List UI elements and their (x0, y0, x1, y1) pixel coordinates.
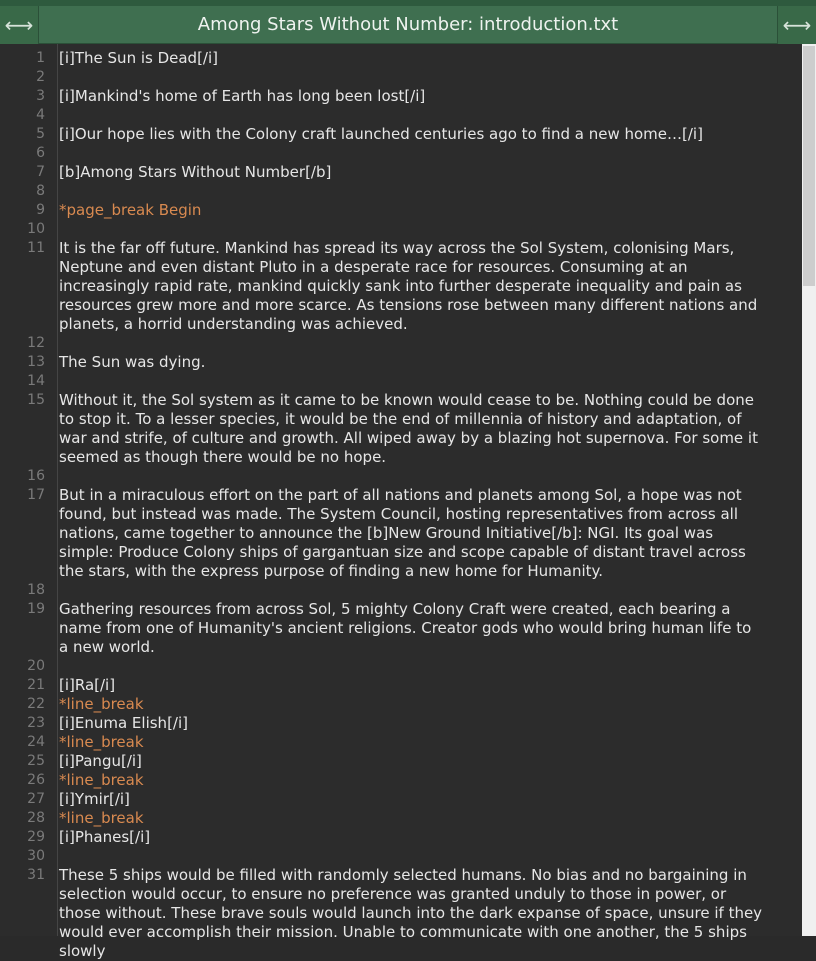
line-number: 13 (27, 354, 45, 370)
editor-line[interactable] (0, 372, 802, 391)
text-editor[interactable] (0, 44, 802, 960)
editor-line[interactable] (0, 714, 802, 733)
editor-line[interactable] (0, 600, 802, 657)
line-text[interactable] (59, 372, 764, 391)
editor-line[interactable] (0, 581, 802, 600)
command-text[interactable]: *line_break (59, 809, 144, 827)
command-text[interactable]: *line_break (59, 771, 144, 789)
editor-line[interactable] (0, 771, 802, 790)
line-number: 14 (27, 373, 45, 389)
line-text[interactable]: But in a miraculous effort on the part of all nations and planets among Sol, a hope was not found, but instead was made. The System Council, hosting representatives from across all nations, came together to announce the [b]New Ground Initiative[/b]: NGI. Its goal was simple: Produce Colony ships of gargantuan size and scope capable of distant travel across the stars, with the express purpose of finding a new home for Humanity. (59, 486, 751, 580)
line-text[interactable] (59, 144, 764, 163)
line-text[interactable]: [i]Phanes[/i] (59, 828, 151, 846)
line-number: 24 (27, 734, 45, 750)
line-number: 3 (36, 88, 45, 104)
editor-line[interactable] (0, 828, 802, 847)
scrollbar-thumb[interactable] (803, 46, 815, 286)
line-number: 25 (27, 753, 45, 769)
editor-lines (0, 49, 802, 961)
editor-line[interactable] (0, 201, 802, 220)
line-number: 21 (27, 677, 45, 693)
line-text[interactable]: These 5 ships would be filled with randomly selected humans. No bias and no bargaining in selection would occur, to ensure no preference was granted unduly to those in power, or those without. These brave souls would launch into the dark expanse of space, unsure if they would ever accomplish their mission. Unable to communicate with one another, the 5 ships slowly (59, 866, 767, 960)
line-number: 19 (27, 601, 45, 617)
editor-line[interactable] (0, 391, 802, 467)
line-number: 28 (27, 810, 45, 826)
editor-line[interactable] (0, 68, 802, 87)
line-text[interactable] (59, 467, 764, 486)
line-number: 18 (27, 582, 45, 598)
line-number: 7 (36, 164, 45, 180)
line-number: 10 (27, 221, 45, 237)
line-text[interactable]: [i]The Sun is Dead[/i] (59, 49, 219, 67)
line-text[interactable]: Gathering resources from across Sol, 5 mighty Colony Craft were created, each bearing a name from one of Humanity's ancient religions. Creator gods who would bring human life to a new world. (59, 600, 757, 656)
line-number: 2 (36, 69, 45, 85)
line-text[interactable]: [i]Ra[/i] (59, 676, 116, 694)
line-number: 9 (36, 202, 45, 218)
line-text[interactable] (59, 847, 764, 866)
editor-line[interactable] (0, 106, 802, 125)
editor-line[interactable] (0, 353, 802, 372)
editor-line[interactable] (0, 790, 802, 809)
line-text[interactable]: [i]Our hope lies with the Colony craft launched centuries ago to find a new home…[/i] (59, 125, 703, 143)
line-number: 16 (27, 468, 45, 484)
line-text[interactable] (59, 334, 764, 353)
line-text[interactable] (59, 182, 764, 201)
editor-line[interactable] (0, 733, 802, 752)
editor-line[interactable] (0, 676, 802, 695)
line-number: 8 (36, 183, 45, 199)
window-title: Among Stars Without Number: introduction.txt (197, 14, 619, 35)
line-number: 23 (27, 715, 45, 731)
line-text[interactable]: [i]Enuma Elish[/i] (59, 714, 188, 732)
editor-line[interactable] (0, 239, 802, 334)
line-text[interactable]: It is the far off future. Mankind has spread its way across the Sol System, colonising Mars, Neptune and even distant Pluto in a desperate race for resources. Consuming at an increasingly rapid rate, mankind quickly sank into further desperate inequality and pain as resources grew more and more scarce. As tensions rose between many different nations and planets, a horrid understanding was achieved. (59, 239, 763, 333)
editor-line[interactable] (0, 866, 802, 961)
editor-line[interactable] (0, 752, 802, 771)
command-text[interactable]: *line_break (59, 733, 144, 751)
line-text[interactable]: The Sun was dying. (59, 353, 206, 371)
line-text[interactable] (59, 106, 764, 125)
line-number: 15 (27, 392, 45, 408)
editor-line[interactable] (0, 163, 802, 182)
line-text[interactable]: Without it, the Sol system as it came to be known would cease to be. Nothing could be done to stop it. To a lesser species, it would be the end of millennia of history and adaptation, of war and strife, of culture and growth. All wiped away by a blazing hot supernova. For some it seemed as though there would be no hope. (59, 391, 763, 466)
line-number: 4 (36, 107, 45, 123)
line-number: 29 (27, 829, 45, 845)
line-text[interactable] (59, 657, 764, 676)
line-text[interactable]: [i]Ymir[/i] (59, 790, 130, 808)
editor-line[interactable] (0, 695, 802, 714)
line-text[interactable]: [i]Pangu[/i] (59, 752, 142, 770)
editor-line[interactable] (0, 220, 802, 239)
line-number: 12 (27, 335, 45, 351)
editor-line[interactable] (0, 87, 802, 106)
editor-line[interactable] (0, 467, 802, 486)
line-number: 27 (27, 791, 45, 807)
editor-line[interactable] (0, 144, 802, 163)
line-number: 26 (27, 772, 45, 788)
line-number: 20 (27, 658, 45, 674)
line-number: 22 (27, 696, 45, 712)
editor-line[interactable] (0, 334, 802, 353)
editor-line[interactable] (0, 125, 802, 144)
line-number: 5 (36, 126, 45, 142)
line-text[interactable]: [b]Among Stars Without Number[/b] (59, 163, 332, 181)
expand-right-icon[interactable]: ⟷ (777, 6, 816, 44)
title-bar (0, 0, 816, 44)
editor-line[interactable] (0, 182, 802, 201)
line-number: 6 (36, 145, 45, 161)
line-text[interactable]: [i]Mankind's home of Earth has long been lost[/i] (59, 87, 426, 105)
line-text[interactable] (59, 581, 764, 600)
line-text[interactable] (59, 220, 764, 239)
command-text[interactable]: *line_break (59, 695, 144, 713)
line-number: 1 (36, 50, 45, 66)
line-number: 30 (27, 848, 45, 864)
expand-left-icon[interactable]: ⟷ (0, 6, 39, 44)
line-number: 31 (27, 867, 45, 883)
line-number: 11 (27, 240, 45, 256)
command-text[interactable]: *page_break Begin (59, 201, 202, 219)
editor-line[interactable] (0, 809, 802, 828)
line-number: 17 (27, 487, 45, 503)
editor-line[interactable] (0, 657, 802, 676)
editor-line[interactable] (0, 49, 802, 68)
editor-line[interactable] (0, 486, 802, 581)
line-text[interactable] (59, 68, 764, 87)
editor-line[interactable] (0, 847, 802, 866)
